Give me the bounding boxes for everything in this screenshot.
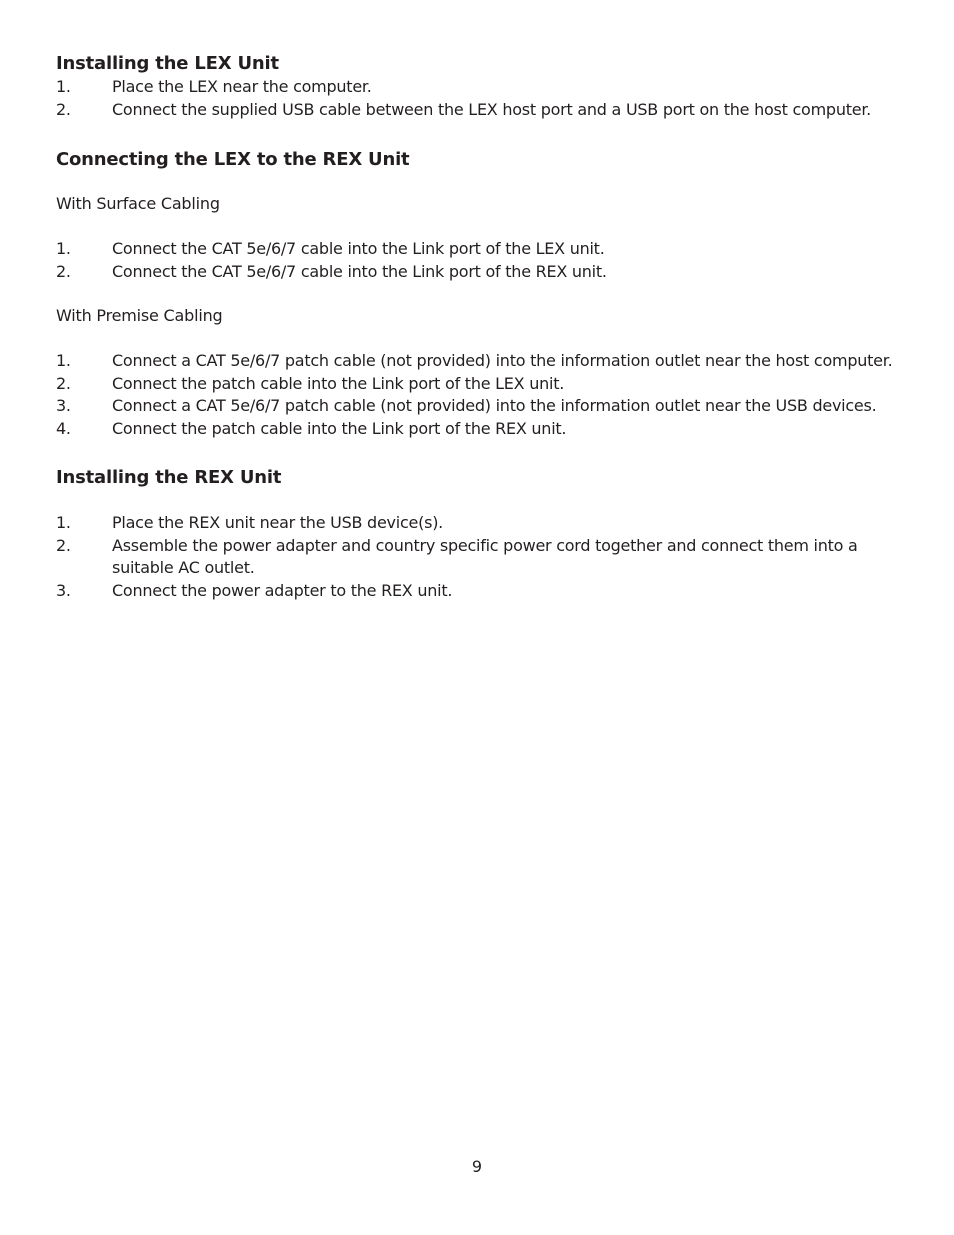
list-surface-cabling [56,238,916,283]
list-item [56,373,916,396]
list-item [56,350,916,373]
list-item-number: 2. [56,99,71,119]
list-item-number: 3. [56,396,71,415]
list-item [56,580,916,603]
list-item-text: Place the REX unit near the USB device(s). [112,513,444,532]
list-item-text: Place the LEX near the computer. [112,77,372,96]
list-item [56,512,916,535]
page-number: 9 [471,1157,483,1176]
list-item [56,238,916,261]
list-installing-lex [56,76,916,121]
subsection-title-premise-cabling: With Premise Cabling [56,306,223,325]
list-item [56,76,916,99]
document-page [56,52,916,602]
list-item-number: 1. [56,239,71,258]
list-item-text: Connect a CAT 5e/6/7 patch cable (not provided) into the information outlet near the USB devices. [112,396,877,415]
list-item [56,261,916,284]
list-item-text: Connect the supplied USB cable between the LEX host port and a USB port on the host computer. [112,99,872,119]
list-item [56,418,916,441]
list-item-number: 1. [56,513,71,532]
list-item-number: 1. [56,77,71,96]
list-item-text: Connect the patch cable into the Link port of the REX unit. [112,418,567,438]
list-item-text: Connect the power adapter to the REX unit. [112,580,453,600]
list-item-number: 2. [56,535,71,555]
list-premise-cabling [56,350,916,440]
section-heading-connecting-lex-rex: Connecting the LEX to the REX Unit [56,149,410,170]
subsection-title-surface-cabling: With Surface Cabling [56,194,220,213]
list-item [56,535,916,580]
list-item-text: Assemble the power adapter and country specific power cord together and connect them into a suitable AC outlet. [112,535,858,577]
list-item-number: 4. [56,418,71,438]
section-heading-installing-rex: Installing the REX Unit [56,467,282,488]
section-heading-installing-lex: Installing the LEX Unit [56,53,279,74]
list-item-text: Connect the CAT 5e/6/7 cable into the Link port of the REX unit. [112,261,607,281]
list-item [56,99,916,122]
list-item [56,395,916,418]
list-item-number: 3. [56,580,71,600]
list-item-number: 1. [56,351,71,370]
list-item-number: 2. [56,373,71,393]
list-item-text: Connect a CAT 5e/6/7 patch cable (not provided) into the information outlet near the host computer. [112,351,893,370]
list-installing-rex [56,512,916,602]
list-item-text: Connect the patch cable into the Link port of the LEX unit. [112,373,565,393]
list-item-text: Connect the CAT 5e/6/7 cable into the Link port of the LEX unit. [112,239,605,258]
list-item-number: 2. [56,261,71,281]
